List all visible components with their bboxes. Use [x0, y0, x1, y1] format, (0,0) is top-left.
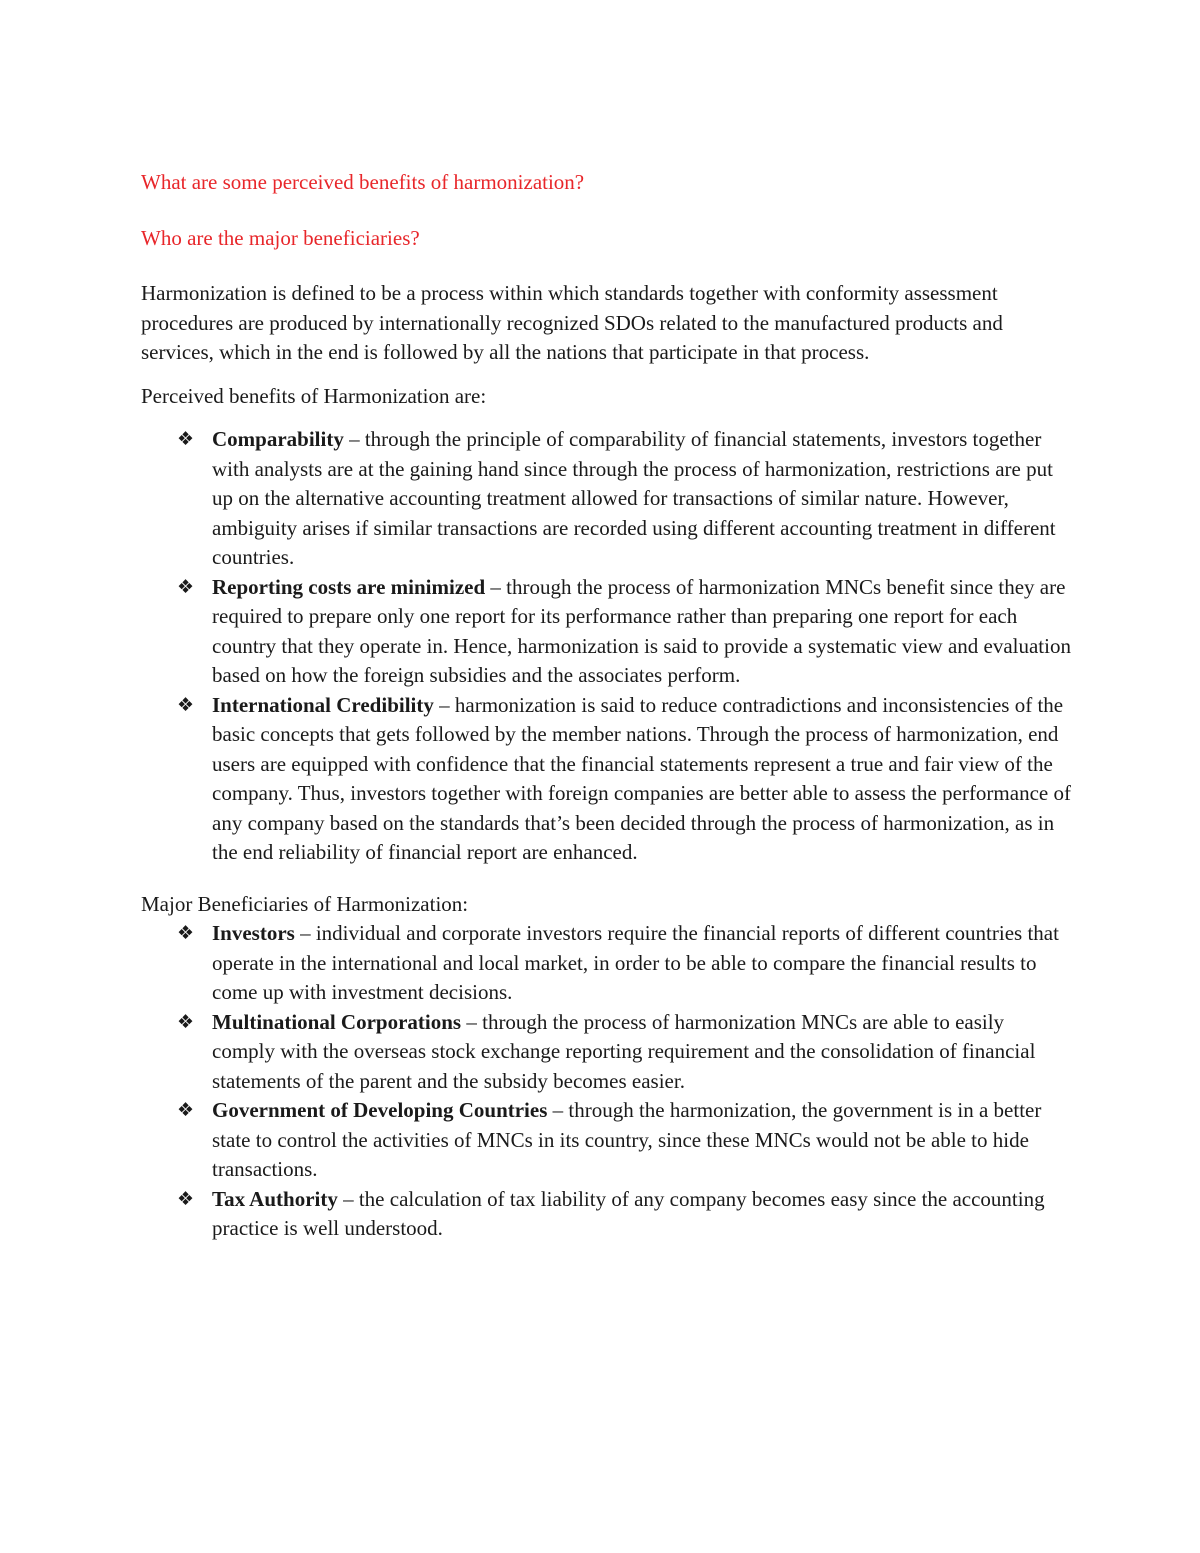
- benefit-text: – through the process of harmonization MNCs benefit since they are required to prepare only one report for its performance rather than preparing one report for each country that they operate in. Hence, harmonization is said to provide a systematic view and evaluation based on how the foreign subsidies and the associates perform.: [212, 574, 1071, 687]
- benefit-text: – through the principle of comparability of financial statements, investors together with analysts are at the gaining hand since through the process of harmonization, restrictions are put up on the alternative accounting treatment allowed for transactions of similar nature. However, ambiguity arises if similar transactions are recorded using different accounting treatment in different countries.: [212, 427, 1056, 569]
- question-beneficiaries: Who are the major beneficiaries?: [141, 225, 420, 250]
- beneficiary-term: Multinational Corporations: [212, 1009, 462, 1034]
- list-item: [141, 919, 1071, 1008]
- diamond-bullet-icon: ❖: [177, 1187, 195, 1210]
- beneficiary-term: Tax Authority: [212, 1186, 338, 1211]
- benefits-heading: Perceived benefits of Harmonization are:: [141, 383, 487, 408]
- beneficiaries-heading: Major Beneficiaries of Harmonization:: [141, 891, 469, 916]
- benefit-term: Reporting costs are minimized: [212, 574, 486, 599]
- benefits-list: [141, 425, 1071, 868]
- list-item: [141, 1185, 1071, 1244]
- beneficiary-term: Investors: [212, 921, 295, 945]
- diamond-bullet-icon: ❖: [177, 1099, 195, 1121]
- list-item: [141, 425, 1071, 573]
- beneficiary-term: Government of Developing Countries: [212, 1098, 548, 1122]
- question-benefits: What are some perceived benefits of harmonization?: [141, 170, 585, 194]
- diamond-bullet-icon: ❖: [177, 693, 195, 716]
- diamond-bullet-icon: ❖: [177, 428, 195, 450]
- beneficiary-text: – through the harmonization, the government is in a better state to control the activities of MNCs in its country, since these MNCs would not be able to hide transactions.: [212, 1098, 1042, 1181]
- beneficiary-text: – through the process of harmonization MNCs are able to easily comply with the overseas stock exchange reporting requirement and the consolidation of financial statements of the parent and the subsidy becomes easier.: [212, 1009, 1036, 1093]
- document-page: [141, 168, 1071, 1258]
- list-item: [141, 1096, 1071, 1185]
- beneficiaries-list: [141, 919, 1071, 1244]
- diamond-bullet-icon: ❖: [177, 575, 195, 598]
- list-item: [141, 1008, 1071, 1097]
- beneficiary-text: – individual and corporate investors require the financial reports of different countries that operate in the international and local market, in order to be able to compare the financial results to come up with investment decisions.: [212, 921, 1059, 1004]
- definition-paragraph: Harmonization is defined to be a process within which standards together with conformity assessment procedures are produced by internationally recognized SDOs related to the manufactured products and services, which in the end is followed by all the nations that participate in that process.: [141, 281, 1003, 364]
- benefit-term: International Credibility: [212, 692, 434, 717]
- benefit-text: – harmonization is said to reduce contradictions and inconsistencies of the basic concepts that gets followed by the member nations. Through the process of harmonization, end users are equipped with confidence that the financial statements represent a true and fair view of the company. Thus, investors together with foreign companies are better able to assess the performance of any company based on the standards that’s been decided through the process of harmonization, as in the end reliability of financial report are enhanced.: [212, 692, 1071, 864]
- list-item: [141, 691, 1071, 868]
- diamond-bullet-icon: ❖: [177, 922, 195, 944]
- benefit-term: Comparability: [212, 427, 344, 451]
- diamond-bullet-icon: ❖: [177, 1010, 195, 1033]
- list-item: [141, 573, 1071, 691]
- beneficiary-text: – the calculation of tax liability of any company becomes easy since the accounting practice is well understood.: [212, 1186, 1045, 1240]
